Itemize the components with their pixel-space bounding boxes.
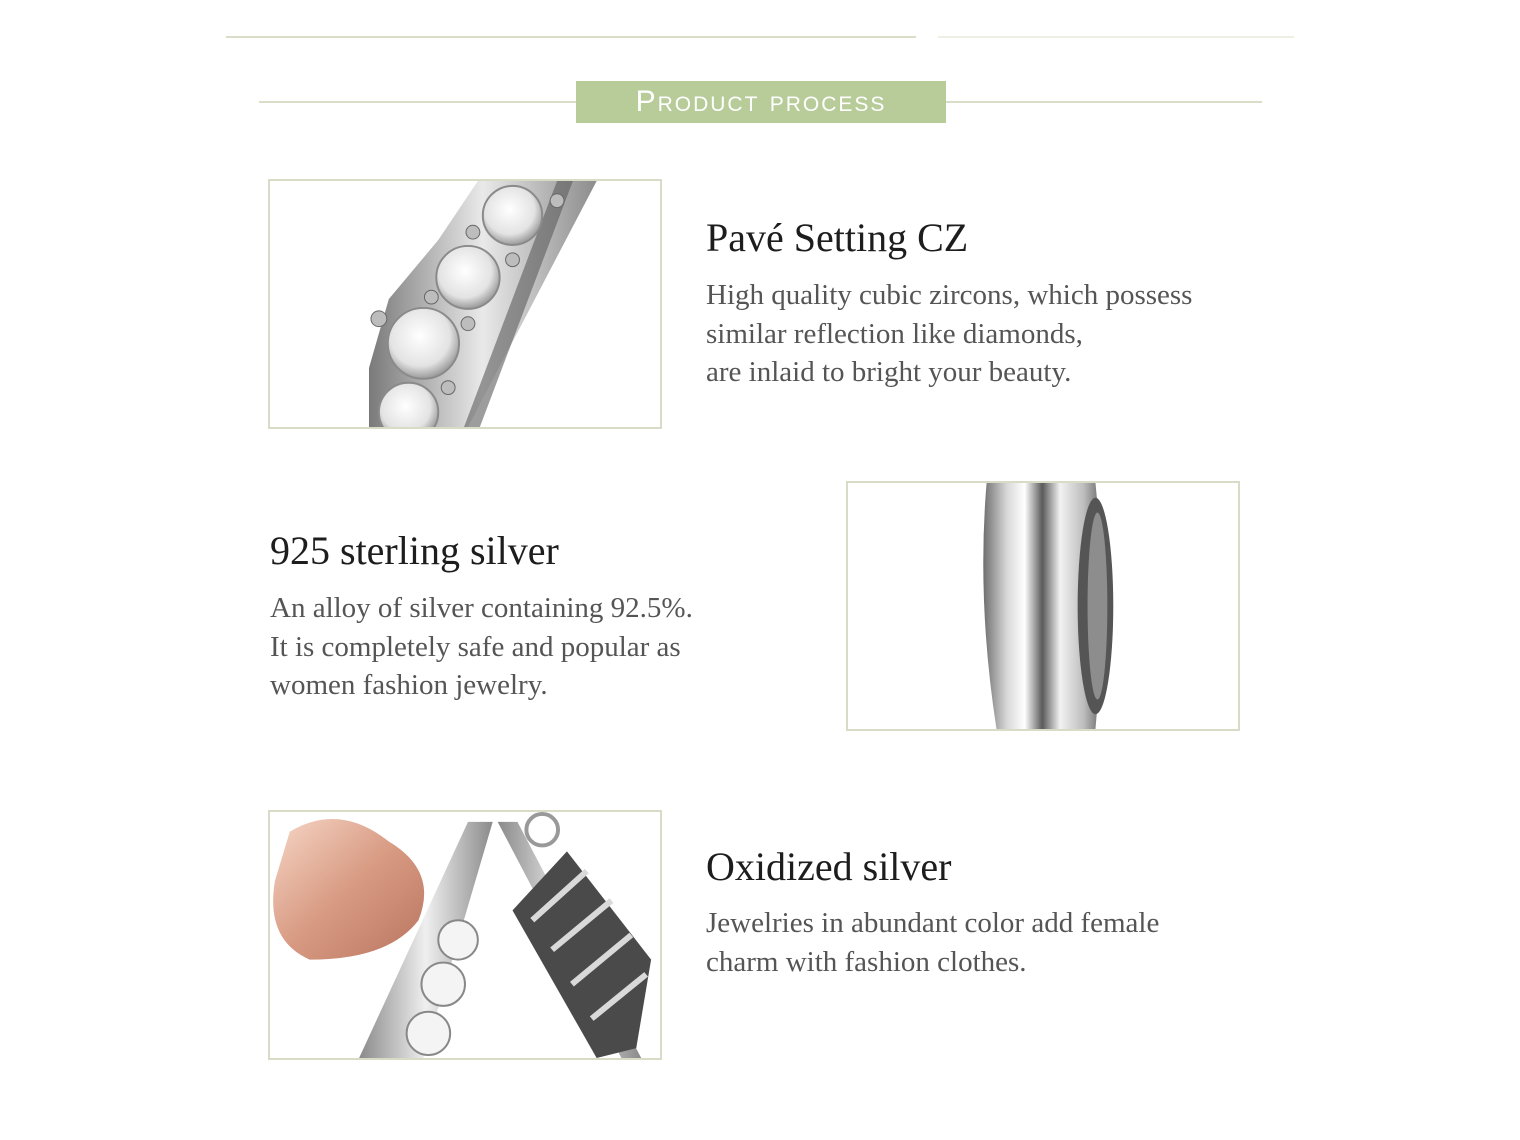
feature-title-pave: Pavé Setting CZ: [706, 215, 969, 260]
header-rule-left: [259, 101, 576, 103]
section-header-badge: [576, 81, 946, 123]
feature-body-line: similar reflection like diamonds,: [706, 317, 1083, 350]
heart-arrow-charm-closeup-image: [268, 810, 662, 1060]
feature-body-line: High quality cubic zircons, which possess: [706, 279, 1193, 311]
feature-body-line: are inlaid to bright your beauty.: [706, 356, 1072, 388]
header-rule-right: [946, 101, 1262, 103]
silver-ring-closeup-image: [846, 481, 1240, 731]
feature-body-line: It is completely safe and popular as: [270, 630, 681, 663]
feature-title-oxidized: Oxidized silver: [706, 844, 952, 889]
feature-body-oxidized: [706, 904, 1159, 981]
top-divider-left: [226, 36, 916, 38]
pave-cz-closeup-image: [268, 179, 662, 429]
feature-body-line: women fashion jewelry.: [270, 669, 548, 701]
feature-body-silver: [270, 589, 693, 705]
feature-body-line: Jewelries in abundant color add female: [706, 907, 1160, 939]
feature-body-line: An alloy of silver containing 92.5%.: [270, 592, 693, 624]
feature-body-pave: [706, 276, 1192, 392]
section-header-title: Product process: [635, 85, 887, 118]
feature-title-silver: 925 sterling silver: [270, 528, 559, 573]
feature-body-line: charm with fashion clothes.: [706, 945, 1027, 978]
top-divider-right: [938, 36, 1294, 38]
